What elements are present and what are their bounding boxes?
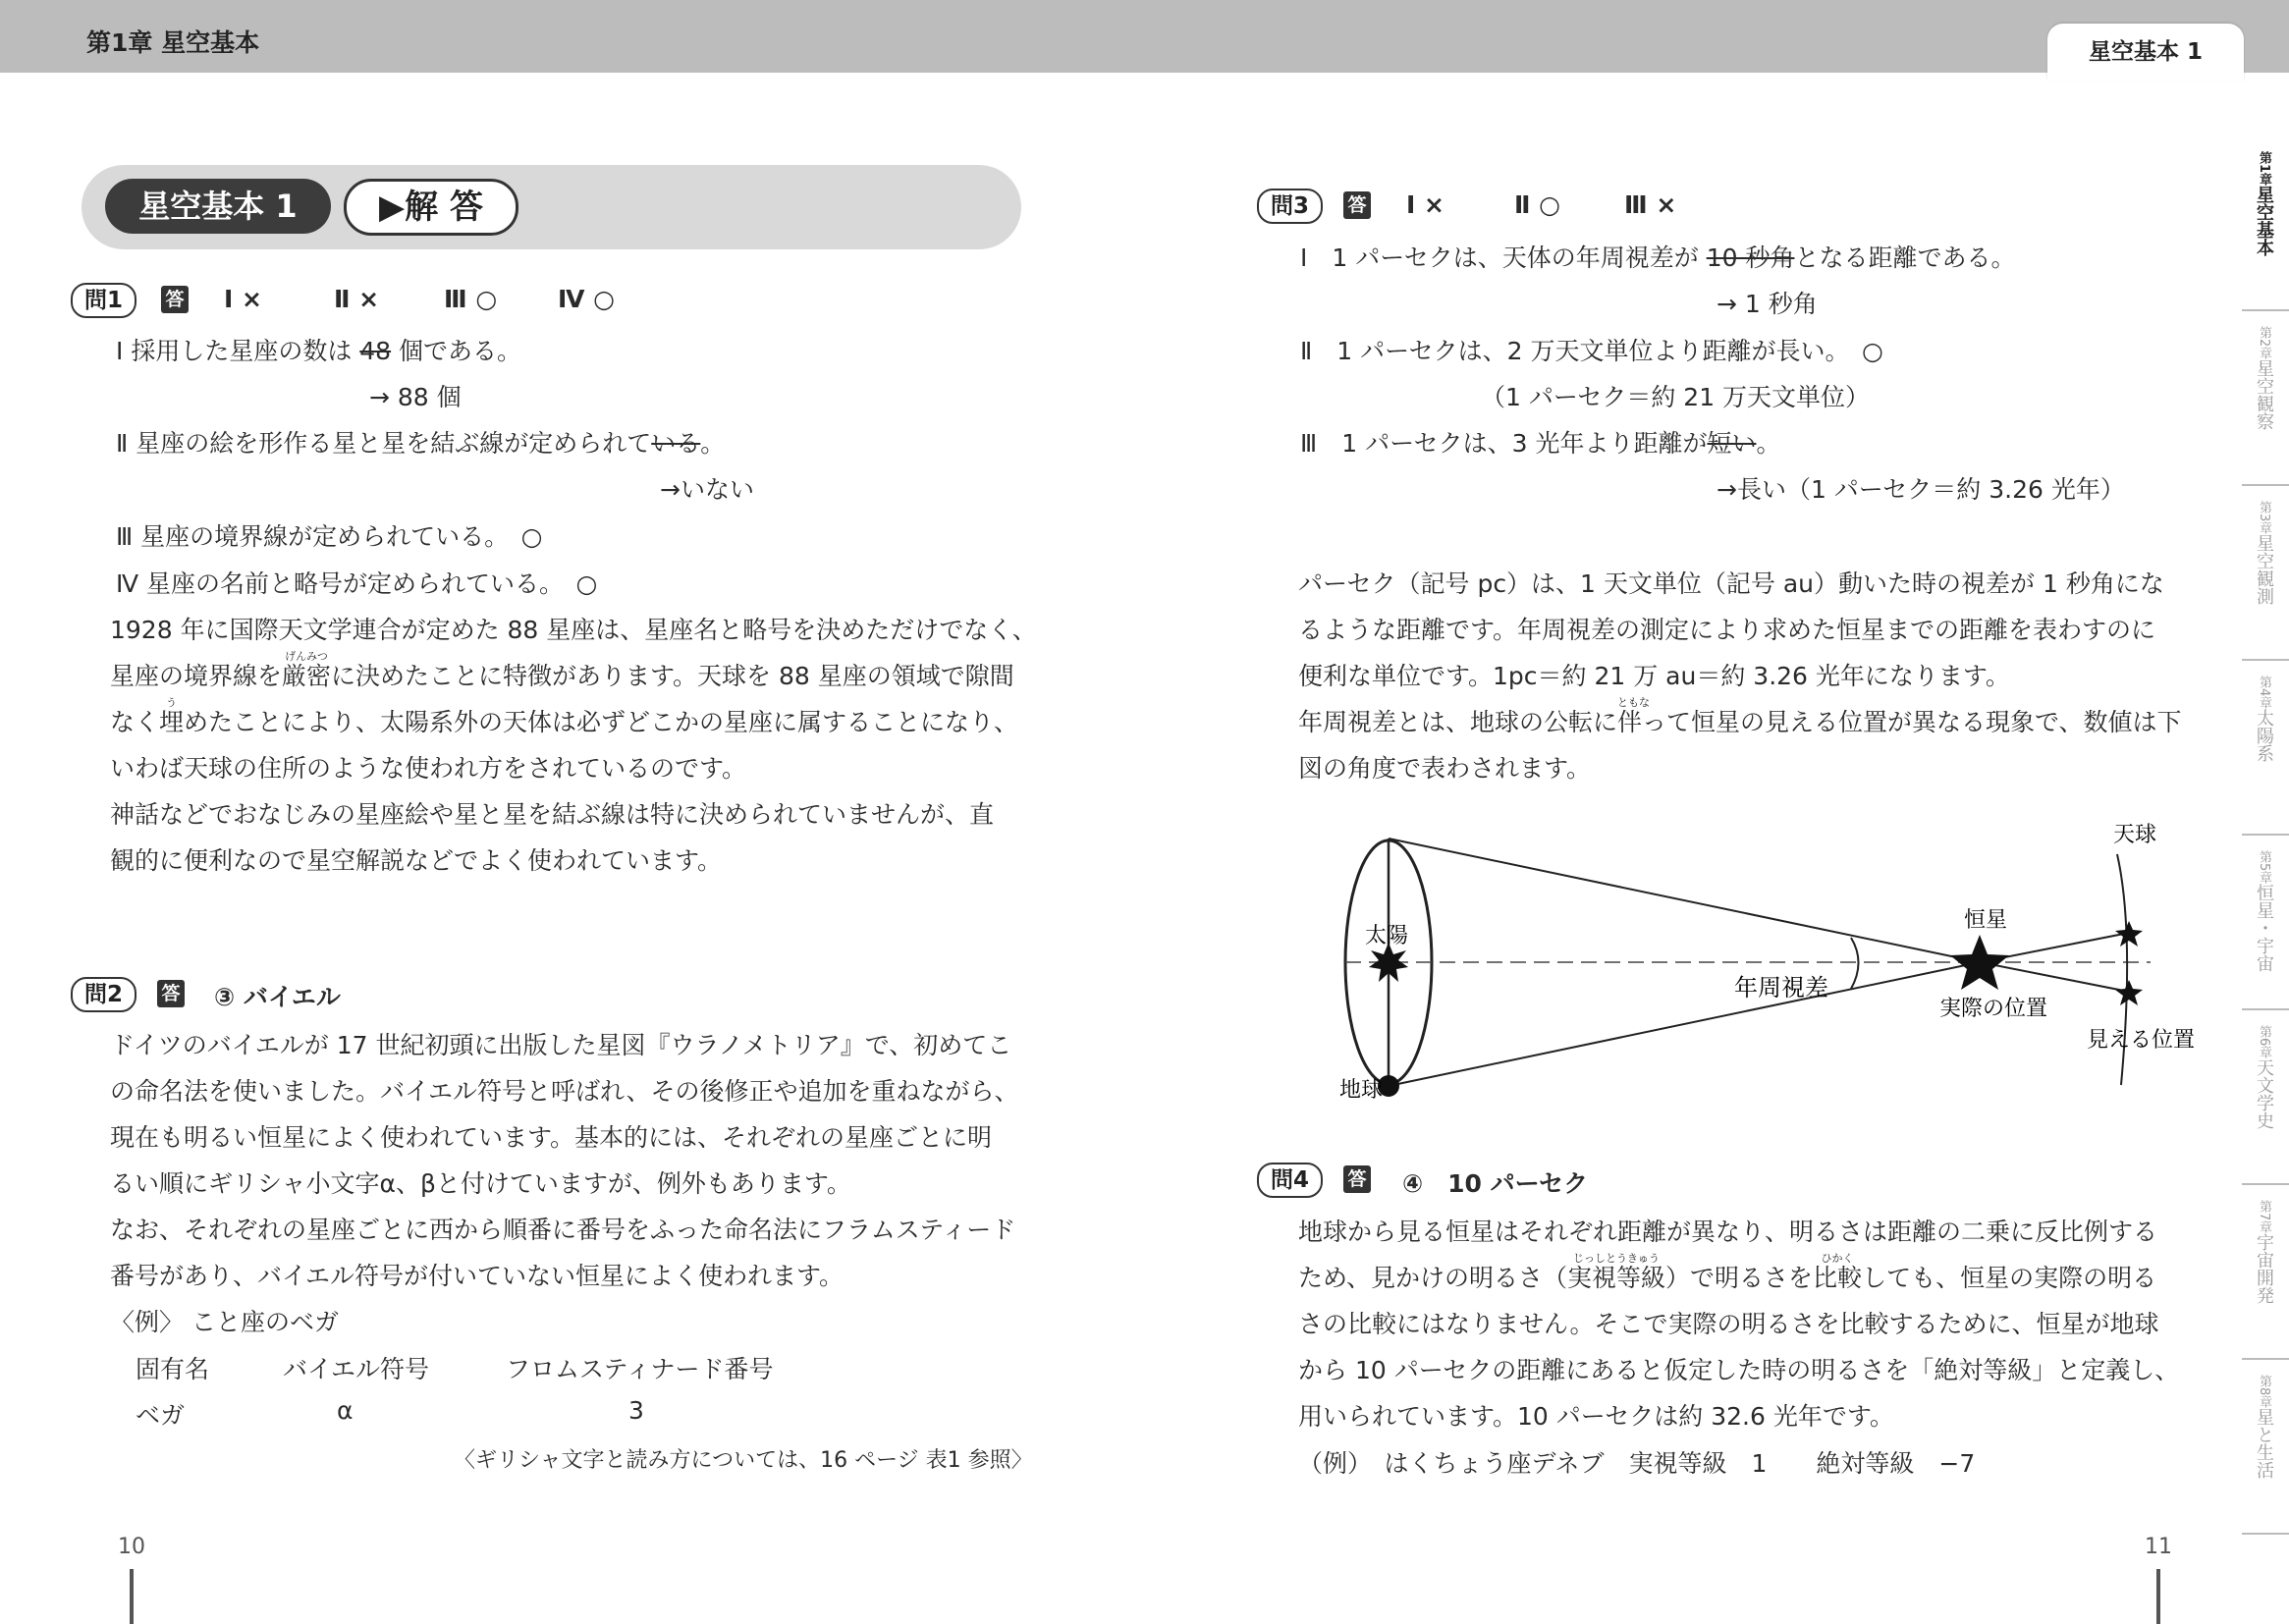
q3-line-6: →長い（1 パーセク＝約 3.26 光年） — [1717, 475, 2125, 504]
banner-title: 星空基本 1 — [105, 179, 331, 234]
header-tab[interactable]: 星空基本 1 — [2047, 24, 2244, 81]
q2-para-1: ドイツのバイエルが 17 世紀初頭に出版した星図『ウラノメトリア』で、初めてこ — [110, 1031, 1012, 1059]
q3-line-1: Ⅰ 1 パーセクは、天体の年周視差が 10 秒角となる距離である。 — [1300, 244, 2016, 272]
banner-answer-label: ▶解 答 — [344, 179, 518, 236]
sidebar-chapter-3[interactable]: 第3章星空観測 — [2242, 485, 2289, 661]
answer-icon: 答 — [161, 286, 189, 313]
q2-table-cell-2: α — [337, 1396, 354, 1425]
q2-answer: ③ バイエル — [214, 983, 341, 1011]
q4-para-3: さの比較にはなりません。そこで実際の明るさを比較するために、恒星が地球 — [1298, 1310, 2159, 1338]
q3-answer-1: Ⅰ × — [1406, 190, 1444, 219]
q3-answer-2: Ⅱ ○ — [1514, 190, 1560, 219]
parallax-diagram — [1316, 815, 2200, 1110]
q2-para-6: 番号があり、バイエル符号が付いていない恒星によく使われます。 — [110, 1262, 845, 1290]
q3-badge: 問3 — [1257, 189, 1323, 224]
q3-para-3: 便利な単位です。1pc＝約 21 万 au＝約 3.26 光年になります。 — [1298, 662, 2010, 690]
q4-badge: 問4 — [1257, 1163, 1323, 1198]
q1-line-4: →いない — [660, 475, 754, 504]
q2-table-cell-3: 3 — [628, 1396, 644, 1425]
q4-para-4: から 10 パーセクの距離にあると仮定した時の明るさを「絶対等級」と定義し、 — [1298, 1356, 2180, 1384]
page-number-left: 10 — [118, 1535, 145, 1559]
q1-line-5: Ⅲ 星座の境界線が定められている。 ○ — [116, 522, 543, 551]
q1-para-6: 観的に便利なので星空解説などでよく使われています。 — [110, 846, 723, 875]
q1-para-5: 神話などでおなじみの星座絵や星と星を結ぶ線は特に決められていませんが、直 — [110, 800, 995, 829]
q1-answer-4: Ⅳ ○ — [558, 285, 615, 313]
q4-para-2: ため、見かけの明るさ（ じっしとうきゅう 実視等級）で明るさを ひかく 比較しても、恒星の実際の明る — [1298, 1252, 2157, 1292]
sidebar-chapter-4[interactable]: 第4章太陽系 — [2242, 660, 2289, 836]
page-number-right: 11 — [2145, 1535, 2172, 1559]
sidebar-chapter-5[interactable]: 第5章恒星・宇宙 — [2242, 835, 2289, 1010]
label-sun: 太陽 — [1364, 924, 1409, 948]
header-chapter: 第1章 星空基本 — [86, 28, 260, 57]
q3-para-4: 年周視差とは、地球の公転に ともな 伴って恒星の見える位置が異なる現象で、数値は下 — [1298, 696, 2182, 736]
q1-answer-3: Ⅲ ○ — [444, 285, 498, 313]
q2-para-4: るい順にギリシャ小文字α、βと付けていますが、例外もあります。 — [110, 1169, 851, 1198]
sightline-bottom — [1389, 962, 1980, 1086]
label-parallax: 年周視差 — [1734, 974, 1828, 1001]
q1-para-2: 星座の境界線を げんみつ 厳密に決めたことに特徴があります。天球を 88 星座の領域で隙間 — [110, 650, 1014, 690]
q1-para-4: いわば天球の住所のような使われ方をされているのです。 — [110, 754, 747, 783]
q4-para-1: 地球から見る恒星はそれぞれ距離が異なり、明るさは距離の二乗に反比例する — [1298, 1218, 2158, 1246]
q3-para-2: るような距離です。年周視差の測定により求めた恒星までの距離を表わすのに — [1298, 616, 2156, 644]
star-icon — [1950, 935, 2009, 990]
page-marker-left — [130, 1569, 134, 1624]
q4-answer: ④ 10 パーセク — [1402, 1169, 1589, 1198]
q3-line-5: Ⅲ 1 パーセクは、3 光年より距離が短い。 — [1300, 429, 1781, 458]
label-apparent-position: 見える位置 — [2086, 1028, 2196, 1053]
q2-badge: 問2 — [71, 977, 136, 1012]
q2-table-header-2: バイエル符号 — [283, 1355, 430, 1383]
answer-icon: 答 — [1343, 1165, 1371, 1193]
chapter-index-sidebar — [2242, 135, 2289, 1540]
sidebar-chapter-8[interactable]: 第8章星と生活 — [2242, 1359, 2289, 1535]
q1-line-2: → 88 個 — [369, 383, 462, 411]
sidebar-chapter-1[interactable]: 第1章星空基本 — [2242, 135, 2289, 311]
q2-note: 〈ギリシャ文字と読み方については、16 ページ 表1 参照〉 — [454, 1448, 1033, 1473]
star-apparent-bottom-icon — [2115, 980, 2143, 1005]
answer-icon: 答 — [1343, 191, 1371, 219]
header-bar — [0, 0, 2289, 73]
parallax-angle-arc — [1851, 938, 1859, 989]
q1-line-3: Ⅱ 星座の絵を形作る星と星を結ぶ線が定められている。 — [116, 429, 726, 458]
sidebar-chapter-2[interactable]: 第2章星空観察 — [2242, 310, 2289, 486]
q2-para-5: なお、それぞれの星座ごとに西から順番に番号をふった命名法にフラムスティード — [110, 1216, 1016, 1244]
q3-para-5: 図の角度で表わされます。 — [1298, 754, 1592, 783]
sidebar-chapter-6[interactable]: 第6章天文学史 — [2242, 1009, 2289, 1185]
q3-line-2: → 1 秒角 — [1717, 290, 1818, 318]
q2-para-3: 現在も明るい恒星によく使われています。基本的には、それぞれの星座ごとに明 — [110, 1123, 993, 1152]
q1-para-3: なく う 埋めたことにより、太陽系外の天体は必ずどこかの星座に属することになり、 — [110, 696, 1019, 736]
label-actual-position: 実際の位置 — [1938, 997, 2048, 1021]
q3-line-4: （1 パーセク＝約 21 万天文単位） — [1481, 383, 1871, 411]
q3-line-3: Ⅱ 1 パーセクは、2 万天文単位より距離が長い。 ○ — [1300, 337, 1883, 365]
page-marker-right — [2156, 1569, 2160, 1624]
label-star: 恒星 — [1963, 908, 2008, 933]
q2-table-header-1: 固有名 — [136, 1355, 210, 1383]
q1-answer-2: Ⅱ × — [334, 285, 380, 313]
q1-para-1: 1928 年に国際天文学連合が定めた 88 星座は、星座名と略号を決めただけでなく、 — [110, 616, 1037, 644]
q2-para-2: の命名法を使いました。バイエル符号と呼ばれ、その後修正や追加を重ねながら、 — [110, 1077, 1019, 1106]
q2-example: 〈例〉 こと座のベガ — [110, 1308, 339, 1336]
sidebar-chapter-7[interactable]: 第7章宇宙開発 — [2242, 1184, 2289, 1360]
q4-example: （例） はくちょう座デネブ 実視等級 1 絶対等級 −7 — [1298, 1449, 1976, 1478]
q3-para-1: パーセク（記号 pc）は、1 天文単位（記号 au）動いた時の視差が 1 秒角にな — [1298, 569, 2164, 598]
q4-para-5: 用いられています。10 パーセクは約 32.6 光年です。 — [1298, 1402, 1894, 1431]
q2-table-cell-1: ベガ — [136, 1401, 186, 1430]
label-earth: 地球 — [1338, 1078, 1384, 1103]
q3-answer-3: Ⅲ × — [1624, 190, 1677, 219]
q1-line-6: Ⅳ 星座の名前と略号が定められている。 ○ — [116, 569, 598, 598]
q1-line-1: Ⅰ 採用した星座の数は 48 個である。 — [116, 337, 522, 365]
answer-icon: 答 — [157, 980, 185, 1007]
projection-line-bottom — [1980, 962, 2129, 992]
label-celestial-sphere: 天球 — [2112, 823, 2157, 847]
q2-table-header-3: フロムスティナード番号 — [506, 1355, 774, 1383]
q1-answer-1: Ⅰ × — [224, 285, 262, 313]
q1-badge: 問1 — [71, 283, 136, 318]
star-apparent-top-icon — [2115, 921, 2143, 947]
sightline-top — [1389, 839, 1980, 962]
